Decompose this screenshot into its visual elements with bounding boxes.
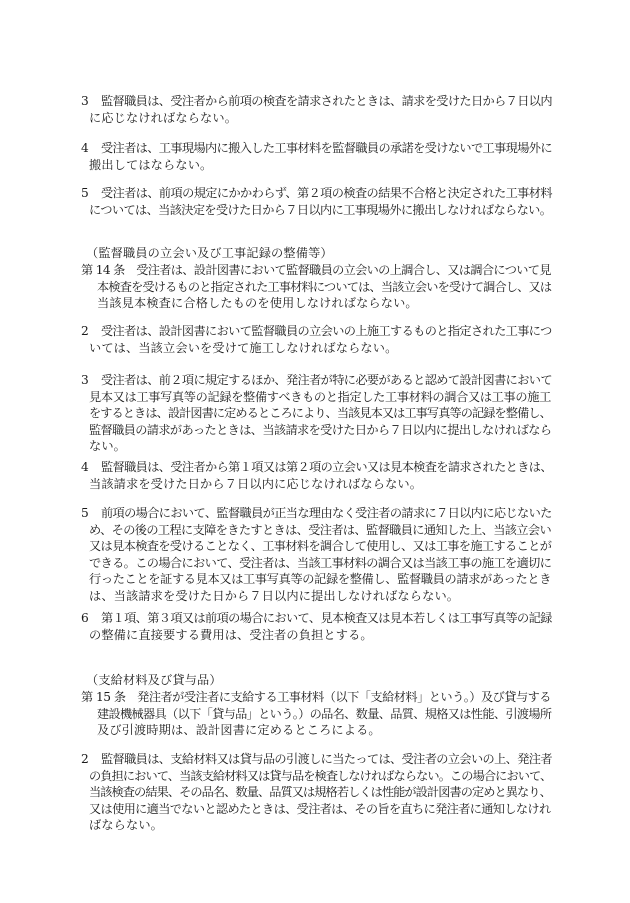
item-text: 当該検査の結果、その品名、数量、品質又は規格若しくは性能が設計図書の定めと異なり、 xyxy=(89,785,551,800)
item-text: 受注者は、工事現場内に搬入した工事材料を監督職員の承諾を受けないで工事現場外に xyxy=(101,141,552,155)
item-text: の負担において、当該支給材料又は貸与品を検査しなければならない。この場合において、 xyxy=(89,768,552,783)
article-text: 建設機械器具（以下「貸与品」という。）の品名、数量、品質、規格又は性能、引渡場所 xyxy=(97,706,552,721)
item-text: 受注者は、前項の規定にかかわらず、第２項の検査の結果不合格と決定された工事材料 xyxy=(101,186,552,200)
item-4 xyxy=(81,140,551,173)
article-14-heading: 第 14 条 xyxy=(81,263,125,277)
art14-item-6 xyxy=(81,610,551,643)
item-text: 搬出してはならない。 xyxy=(89,157,213,172)
item-number: 4 xyxy=(81,460,89,474)
item-number: 5 xyxy=(81,186,89,200)
item-text: 監督職員は、受注者から前項の検査を請求されたときは、請求を受けた日から７日以内 xyxy=(101,94,552,108)
article-text: 発注者が受注者に支給する工事材料（以下「支給材料」という。）及び貸与する xyxy=(137,690,551,704)
item-number: 6 xyxy=(81,611,89,625)
item-text: 行ったことを証する見本又は工事写真等の記録を整備し、監督職員の請求があったとき xyxy=(89,572,552,587)
article-15-body xyxy=(81,689,551,739)
item-text: いては、当該立会いを受けて施工しなければならない。 xyxy=(89,340,398,355)
item-number: 2 xyxy=(81,324,89,338)
item-text: 又は使用に適当でないと認めたときは、受注者は、その旨を直ちに発注者に通知しなけれ xyxy=(89,801,551,816)
article-text: 及び引渡時期は、設計図書に定めるところによる。 xyxy=(97,723,381,738)
article-text: 受注者は、設計図書において監督職員の立会いの上調合し、又は調合について見 xyxy=(136,263,551,277)
item-text: 監督職員は、受注者から第１項又は第２項の立会い又は見本検査を請求されたときは、 xyxy=(101,460,552,474)
item-3 xyxy=(81,93,551,126)
item-number: 3 xyxy=(81,373,89,387)
item-text: 前項の場合において、監督職員が正当な理由なく受注者の請求に７日以内に応じないた xyxy=(101,506,552,520)
article-15-heading: 第 15 条 xyxy=(81,690,126,704)
art15-item-2 xyxy=(81,751,551,834)
item-number: 4 xyxy=(81,141,89,155)
art14-item-4 xyxy=(81,459,551,492)
item-text: については、当該決定を受けた日から７日以内に工事現場外に搬出しなければならない。 xyxy=(89,202,552,217)
item-text: 受注者は、設計図書において監督職員の立会いの上施工するものと指定された工事につ xyxy=(101,324,552,338)
item-text: をするときは、設計図書に定めるところにより、当該見本又は工事写真等の記録を整備し、 xyxy=(89,406,551,421)
item-5 xyxy=(81,185,551,218)
item-text: ない。 xyxy=(89,439,127,454)
art14-item-5 xyxy=(81,505,551,605)
item-text: 又は見本検査を受けることなく、工事材料を調合して使用し、又は工事を施工することが xyxy=(89,539,552,554)
item-text: は、当該請求を受けた日から７日以内に提出しなければならない。 xyxy=(89,588,460,603)
article-15-caption: （支給材料及び貸与品） xyxy=(86,673,222,687)
item-text: 見本又は工事写真等の記録を整備すべきものと指定した工事材料の調合又は工事の施工 xyxy=(89,389,551,404)
article-text: 本検査を受けるものと指定された工事材料については、当該立会いを受けて調合し、又は xyxy=(97,279,552,294)
item-text: に応じなければならない。 xyxy=(89,110,238,125)
item-number: 3 xyxy=(81,94,89,108)
art14-item-2 xyxy=(81,323,551,356)
item-text: 監督職員の請求があったときは、当該請求を受けた日から７日以内に提出しなければなら xyxy=(89,422,552,437)
item-text: め、その後の工程に支障をきたすときは、受注者は、監督職員に通知した上、当該立会い xyxy=(89,522,552,537)
item-text: 受注者は、前２項に規定するほか、発注者が特に必要があると認めて設計図書において xyxy=(101,373,552,387)
article-text: 当該見本検査に合格したものを使用しなければならない。 xyxy=(97,296,418,311)
art14-item-3 xyxy=(81,372,551,455)
article-14-caption: （監督職員の立会い及び工事記録の整備等） xyxy=(86,246,333,260)
item-text: の整備に直接要する費用は、受注者の負担とする。 xyxy=(89,627,373,642)
item-text: 第１項、第３項又は前項の場合において、見本検査又は見本若しくは工事写真等の記録 xyxy=(101,611,552,625)
item-number: 2 xyxy=(81,752,89,766)
article-14-body xyxy=(81,262,551,312)
item-text: 監督職員は、支給材料又は貸与品の引渡しに当たっては、受注者の立会いの上、発注者 xyxy=(101,752,552,766)
item-text: 当該請求を受けた日から７日以内に応じなければならない。 xyxy=(89,476,423,491)
item-text: ばならない。 xyxy=(89,818,164,833)
item-number: 5 xyxy=(81,506,89,520)
item-text: できる。この場合において、受注者は、当該工事材料の調合又は当該工事の施工を適切に xyxy=(89,555,552,570)
